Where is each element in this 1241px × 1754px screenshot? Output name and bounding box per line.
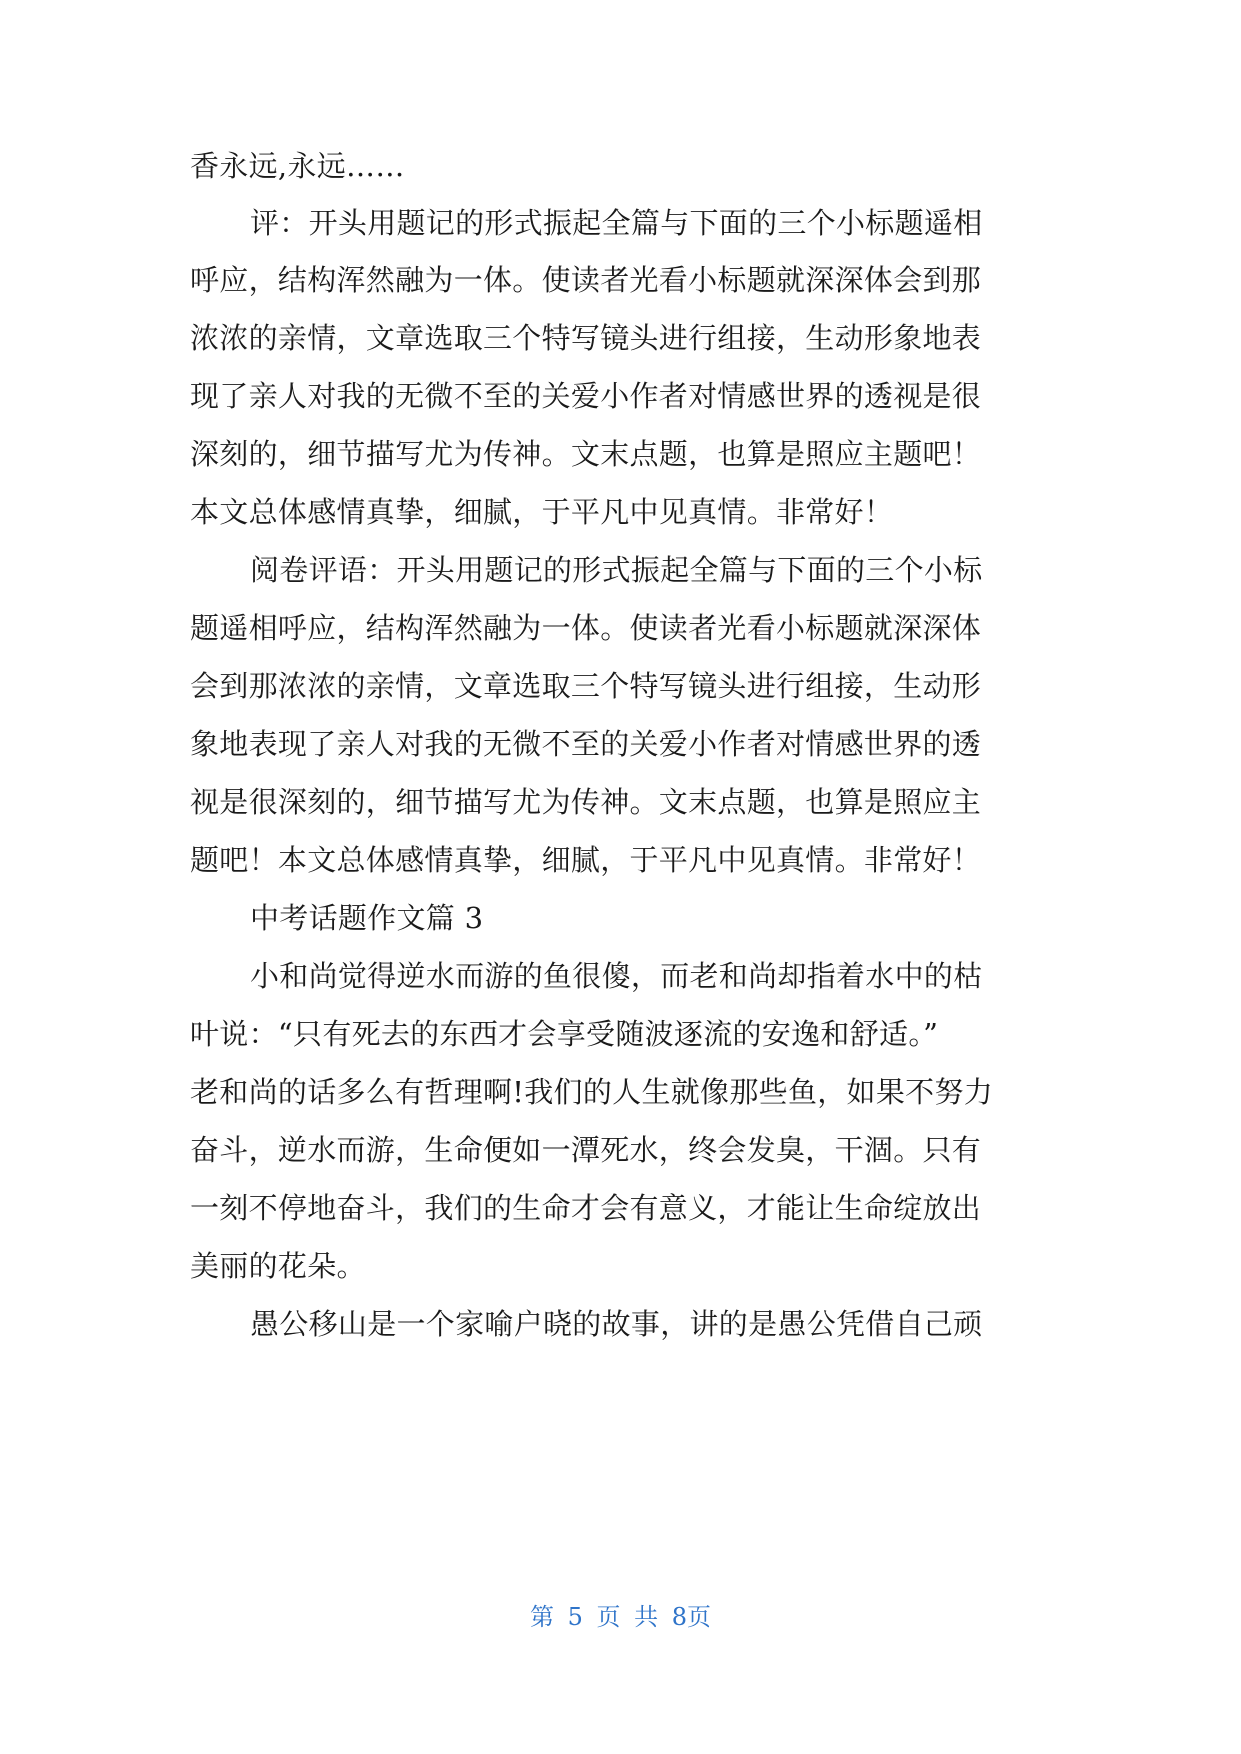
review-paragraph-line: 题遥相呼应，结构浑然融为一体。使读者光看小标题就深深体 xyxy=(190,611,982,645)
section-heading: 中考话题作文篇 3 xyxy=(250,901,484,935)
comment-paragraph-line: 深刻的，细节描写尤为传神。文末点题，也算是照应主题吧！ xyxy=(190,437,982,471)
essay-paragraph-line: 奋斗，逆水而游，生命便如一潭死水，终会发臭，干涸。只有 xyxy=(190,1133,982,1167)
review-paragraph-line: 题吧！本文总体感情真挚，细腻，于平凡中见真情。非常好！ xyxy=(190,843,982,877)
comment-paragraph-line: 评：开头用题记的形式振起全篇与下面的三个小标题遥相 xyxy=(250,206,983,240)
essay-paragraph-line: 叶说：“只有死去的东西才会享受随波逐流的安逸和舒适。” xyxy=(190,1017,939,1051)
comment-paragraph-line: 本文总体感情真挚，细腻，于平凡中见真情。非常好！ xyxy=(190,495,894,529)
review-paragraph-line: 象地表现了亲人对我的无微不至的关爱小作者对情感世界的透 xyxy=(190,727,982,761)
review-paragraph-line: 会到那浓浓的亲情，文章选取三个特写镜头进行组接，生动形 xyxy=(190,669,982,703)
review-paragraph-line: 视是很深刻的，细节描写尤为传神。文末点题，也算是照应主 xyxy=(190,785,982,819)
essay-paragraph-line: 愚公移山是一个家喻户晓的故事，讲的是愚公凭借自己顽 xyxy=(250,1307,983,1341)
comment-paragraph-line: 呼应，结构浑然融为一体。使读者光看小标题就深深体会到那 xyxy=(190,263,982,297)
essay-paragraph-line: 一刻不停地奋斗，我们的生命才会有意义，才能让生命绽放出 xyxy=(190,1191,982,1225)
essay-paragraph-line: 老和尚的话多么有哲理啊!我们的人生就像那些鱼，如果不努力 xyxy=(190,1075,994,1109)
essay-paragraph-line: 美丽的花朵。 xyxy=(190,1249,366,1283)
text-line: 香永远,永远…… xyxy=(190,149,405,183)
review-paragraph-line: 阅卷评语：开头用题记的形式振起全篇与下面的三个小标 xyxy=(250,553,983,587)
comment-paragraph-line: 现了亲人对我的无微不至的关爱小作者对情感世界的透视是很 xyxy=(190,379,982,413)
essay-paragraph-line: 小和尚觉得逆水而游的鱼很傻，而老和尚却指着水中的枯 xyxy=(250,959,983,993)
page-number-footer: 第 5 页 共 8页 xyxy=(529,1603,712,1631)
comment-paragraph-line: 浓浓的亲情，文章选取三个特写镜头进行组接，生动形象地表 xyxy=(190,321,982,355)
